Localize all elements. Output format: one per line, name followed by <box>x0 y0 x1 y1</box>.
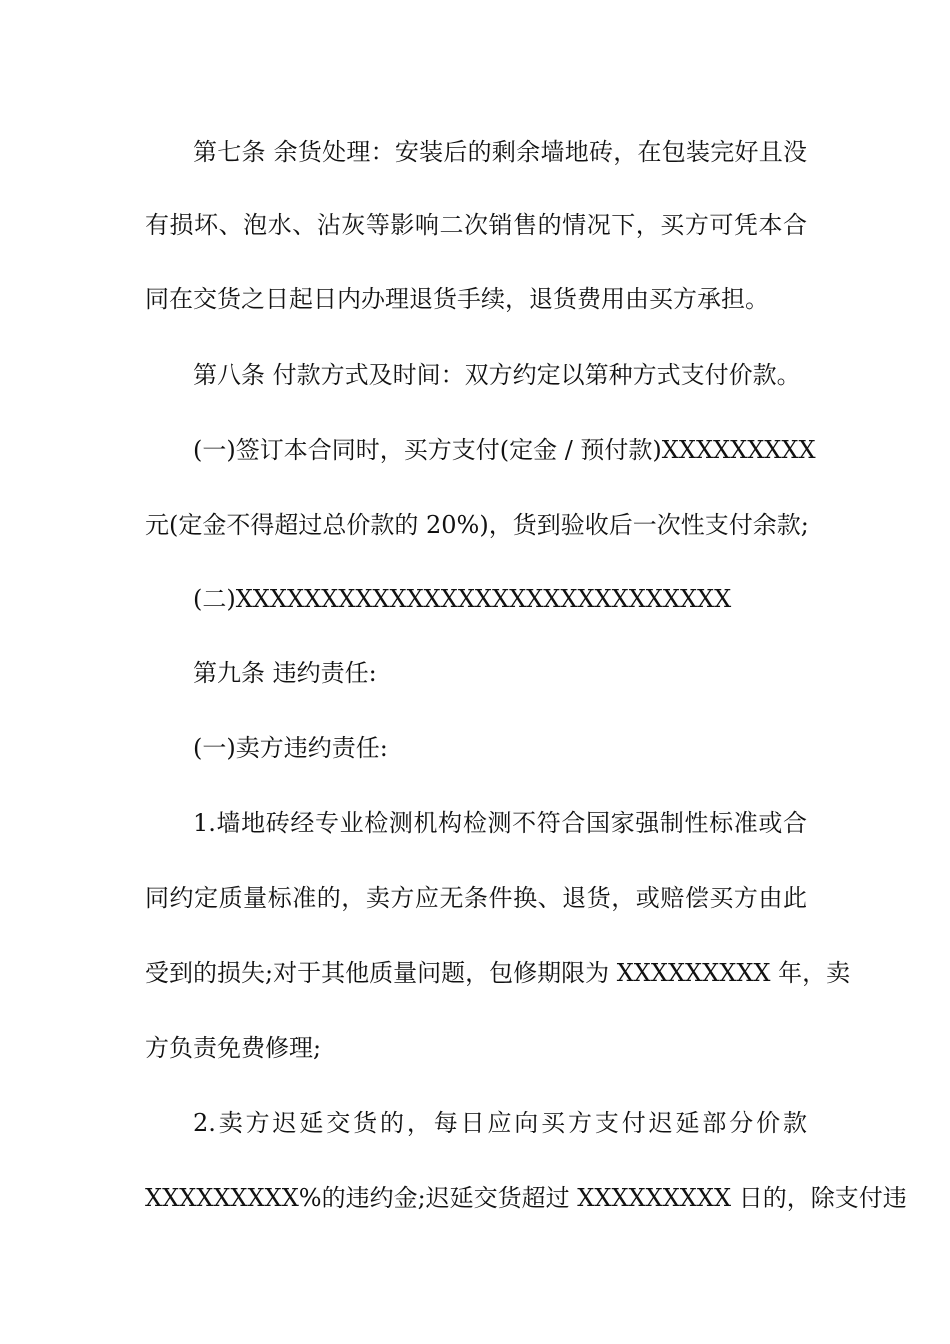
paragraph-line: 受到的损失;对于其他质量问题，包修期限为 XXXXXXXXX 年，卖 <box>145 959 851 987</box>
paragraph-line: 方负责免费修理; <box>145 1034 322 1062</box>
subsection-heading: (一)卖方违约责任: <box>193 734 388 762</box>
paragraph-line: 2.卖方迟延交货的，每日应向买方支付迟延部分价款 <box>193 1109 807 1137</box>
paragraph-line: 第八条 付款方式及时间：双方约定以第种方式支付价款。 <box>193 361 801 389</box>
paragraph-line: (二)XXXXXXXXXXXXXXXXXXXXXXXXXXXXX <box>193 585 732 613</box>
paragraph-line: 元(定金不得超过总价款的 20%)，货到验收后一次性支付余款; <box>145 511 809 539</box>
section-heading: 第九条 违约责任: <box>193 659 377 687</box>
paragraph-line: XXXXXXXXX%的违约金;迟延交货超过 XXXXXXXXX 日的，除支付违 <box>145 1184 907 1212</box>
paragraph-line: 第七条 余货处理：安装后的剩余墙地砖，在包装完好且没 <box>193 138 807 166</box>
paragraph-line: (一)签订本合同时，买方支付(定金 / 预付款)XXXXXXXXX <box>193 436 816 464</box>
paragraph-line: 同约定质量标准的，卖方应无条件换、退货，或赔偿买方由此 <box>145 884 807 912</box>
paragraph-line: 1.墙地砖经专业检测机构检测不符合国家强制性标准或合 <box>193 809 807 837</box>
paragraph-line: 同在交货之日起日内办理退货手续，退货费用由买方承担。 <box>145 285 769 313</box>
paragraph-line: 有损坏、泡水、沾灰等影响二次销售的情况下，买方可凭本合 <box>145 211 807 239</box>
